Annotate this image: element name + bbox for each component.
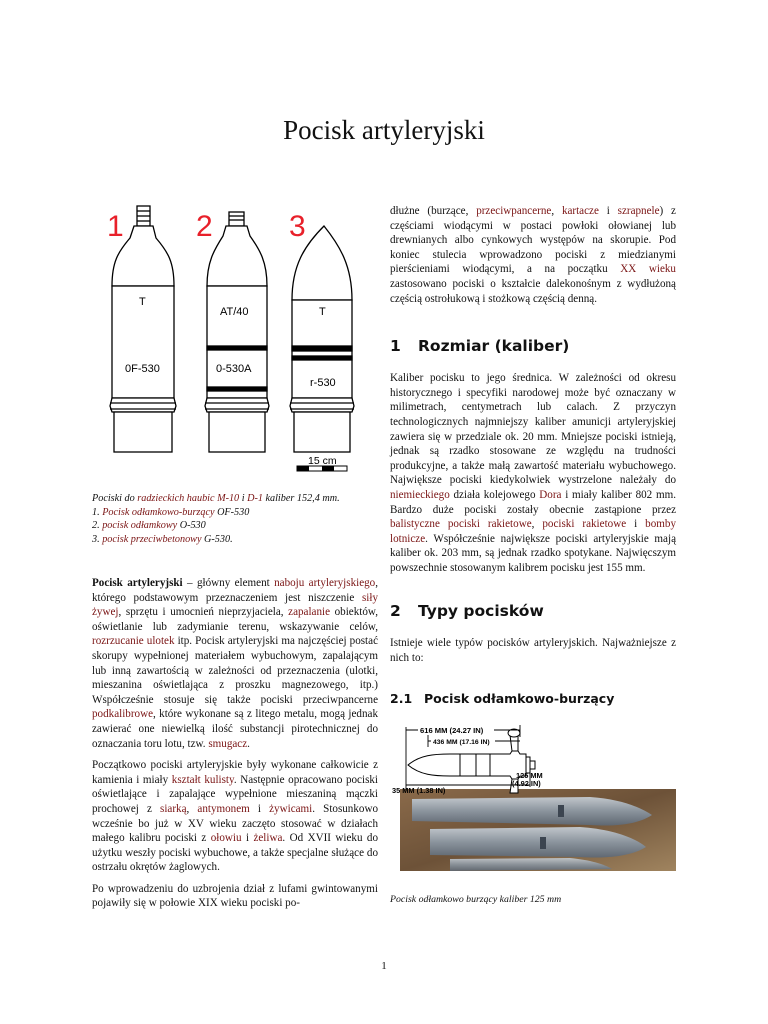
shell-2-top-label: AT/40 xyxy=(220,306,249,318)
page-number: 1 xyxy=(381,960,387,972)
link-szrapnele[interactable]: szrapnele xyxy=(617,205,660,217)
section-heading-typy: 2 Typy pocisków xyxy=(390,602,544,621)
dimension-125-mm: 125 MM xyxy=(516,770,543,780)
shell-3-top-label: T xyxy=(319,306,326,318)
shell-1-top-label: T xyxy=(139,296,146,308)
link-balistyczne-pociski-rakietowe[interactable]: balistyczne pociski rakietowe xyxy=(390,518,532,531)
link-pocisk-odlamkowo-burzacy[interactable]: Pocisk odłamkowo-burzący xyxy=(102,506,215,518)
dimension-616: 616 MM (24.27 IN) xyxy=(420,725,484,735)
link-zywicami[interactable]: żywicami xyxy=(269,802,313,815)
dimension-436: 436 MM (17.16 IN) xyxy=(433,738,490,746)
link-zapalanie[interactable]: zapalanie xyxy=(288,606,331,619)
paragraph-history: Początkowo pociski artyleryjskie były wykonane całkowicie z kamienia i miały kształt kulisty. Następnie opracowano pociski oświetlające i zapalające wypełnione mieszaniną mączki prochowej z siarką, antymonem i żywicami. Stosunkowo wcześnie bo już w XV wieku zaczęto stosować w działach małego kalibru pociski z ołowiu i żeliwa. Od XVII wieku do użytku weszły pociski wybuchowe, a także specjalne służące do ostrzału okrętów żaglowych. xyxy=(92,759,379,874)
link-haubic[interactable]: haubic xyxy=(186,493,215,504)
page-title: Pocisk artyleryjski xyxy=(283,115,485,145)
link-ksztalt-kulisty[interactable]: kształt kulisty xyxy=(171,773,234,786)
link-antymonem[interactable]: antymonem xyxy=(197,802,250,815)
paragraph-continued: dłużne (burzące, przeciwpancerne, kartacze i szrapnele) z częściami wiodącymi w postaci powłoki ołowianej lub drewnianych albo cynkowych występów na skorupie. Pod koniec stulecia wprowadzono pociski z miedzianymi pierścieniami wiodącymi, a na początku XX wieku zastosowano pociski o kształcie dalekonośnym z wydłużoną częścią ostrołukową i stożkową częścią denną. xyxy=(390,205,676,305)
paragraph-intro: Pocisk artyleryjski – główny element naboju artyleryjskiego, którego podstawowym przeznaczeniem jest niszczenie siły żywej, sprzętu i umocnień nieprzyjaciela, zapalanie obiektów, oświetlanie lub zadymianie terenu, wskazywanie celów, rozrzucanie ulotek itp. Pocisk artyleryjski ma najczęściej postać skorupy wypełnionej materiałem wybuchowym, zapalającym lub inną zawartością w zależności od przeznaczenia (ulotki, mieszanina oświetlająca z proszku magnezowego, itp.) Współcześnie stosuje się także pociski przeciwpancerne podkalibrowe, które wykonane są z litego metalu, mogą jednak zawierać one niewielką ilość substancji pirotechnicznej do oznaczania toru lotu, tzw. smugacz. xyxy=(92,577,379,750)
shell-3 xyxy=(290,226,354,452)
link-olowiu[interactable]: ołowiu xyxy=(210,832,242,845)
right-column xyxy=(390,204,676,906)
dimension-35: 35 MM (1.38 IN) xyxy=(392,785,446,795)
link-xx-wieku[interactable]: XX wieku xyxy=(620,263,676,276)
figure-number-3: 3 xyxy=(289,210,306,243)
link-pociski-rakietowe[interactable]: pociski rakietowe xyxy=(542,518,627,531)
section-heading-rozmiar: 1 Rozmiar (kaliber) xyxy=(390,337,570,356)
link-d1[interactable]: D-1 xyxy=(247,493,263,504)
paragraph-typy: Istnieje wiele typów pocisków artyleryjskich. Najważniejsze z nich to: xyxy=(390,637,676,665)
left-column xyxy=(92,200,379,910)
dimension-125-in: (4.92 IN) xyxy=(512,778,541,788)
link-naboju-artyleryjskiego[interactable]: naboju artyleryjskiego xyxy=(274,577,376,589)
shell-2-mid-label: 0-530A xyxy=(216,363,252,375)
link-siarka[interactable]: siarką xyxy=(160,802,187,815)
shell-2 xyxy=(205,212,269,452)
figure-number-2: 2 xyxy=(196,210,213,243)
link-m10[interactable]: M-10 xyxy=(217,493,240,504)
paragraph-rifled: Po wprowadzeniu do uzbrojenia dział z lufami gwintowanymi pojawiły się w połowie XIX wieku pociski po- xyxy=(92,882,378,910)
scale-label: 15 cm xyxy=(308,455,337,467)
link-pocisk-przeciwbetonowy[interactable]: pocisk przeciwbetonowy xyxy=(102,533,202,545)
link-rozrzucanie-ulotek[interactable]: rozrzucanie ulotek xyxy=(92,635,175,648)
link-dora[interactable]: Dora xyxy=(539,488,562,501)
link-kartacze[interactable]: kartacze xyxy=(561,205,599,217)
paragraph-kaliber: Kaliber pocisku to jego średnica. W zależności od okresu historycznego i specyfiki narodowej może być oznaczany w milimetrach, centymetrach lub calach. Z przyczyn technologicznych najmniejszy kaliber amunicji artyleryjskiej zawiera się w przedziale ok. 20 mm. Mniejsze pociski istnieją, jednak są rzadko stosowane ze względu na trudności produkcyjne, a także małą zawartość materiału wybuchowego. Największe pociski kiedykolwiek wystrzelone należały do niemieckiego działa kolejowego Dora i miały kaliber 802 mm. Bardzo duże pociski zostały obecnie zastąpione przez balistyczne pociski rakietowe, pociski rakietowe i bomby lotnicze. Współcześnie największe pociski artyleryjskie mają kaliber ok. 203 mm, są jednak rzadko spotykane. Najwięcszym powszechnie stosowanym kalibrem pocisku jest 155 mm. xyxy=(390,372,677,574)
link-smugacz[interactable]: smugacz xyxy=(208,737,248,750)
subsection-heading-odlamkowo-burzacy: 2.1 Pocisk odłamkowo-burzący xyxy=(390,690,615,706)
link-radzieckich[interactable]: radzieckich xyxy=(137,493,185,504)
shell-3-mid-label: r-530 xyxy=(310,377,336,389)
link-niemieckiego[interactable]: niemieckiego xyxy=(390,488,450,501)
link-przeciwpancerne[interactable]: przeciwpancerne xyxy=(476,205,552,217)
shells-diagram xyxy=(92,200,378,472)
link-bomby-lotnicze[interactable]: bomby lotnicze xyxy=(390,518,676,545)
shell-1-mid-label: 0F-530 xyxy=(125,363,160,375)
figure-1-caption: Pociski do radzieckich haubic M-10 i D-1 kaliber 152,4 mm. 1. Pocisk odłamkowo-burzący OF-530 2. pocisk odłamkowy O-530 3. pocisk przeciwbetonowy G-530. xyxy=(92,493,340,545)
link-sily-zywej[interactable]: siły żywej xyxy=(92,591,378,619)
figure-number-1: 1 xyxy=(107,210,124,243)
link-pocisk-odlamkowy[interactable]: pocisk odłamkowy xyxy=(102,520,178,532)
link-zeliwa[interactable]: żeliwa xyxy=(253,832,283,845)
shell-photo-figure xyxy=(390,721,676,871)
link-podkalibrowe[interactable]: podkalibrowe xyxy=(92,708,153,721)
figure-2-caption: Pocisk odłamkowo burzący kaliber 125 mm xyxy=(390,893,562,905)
